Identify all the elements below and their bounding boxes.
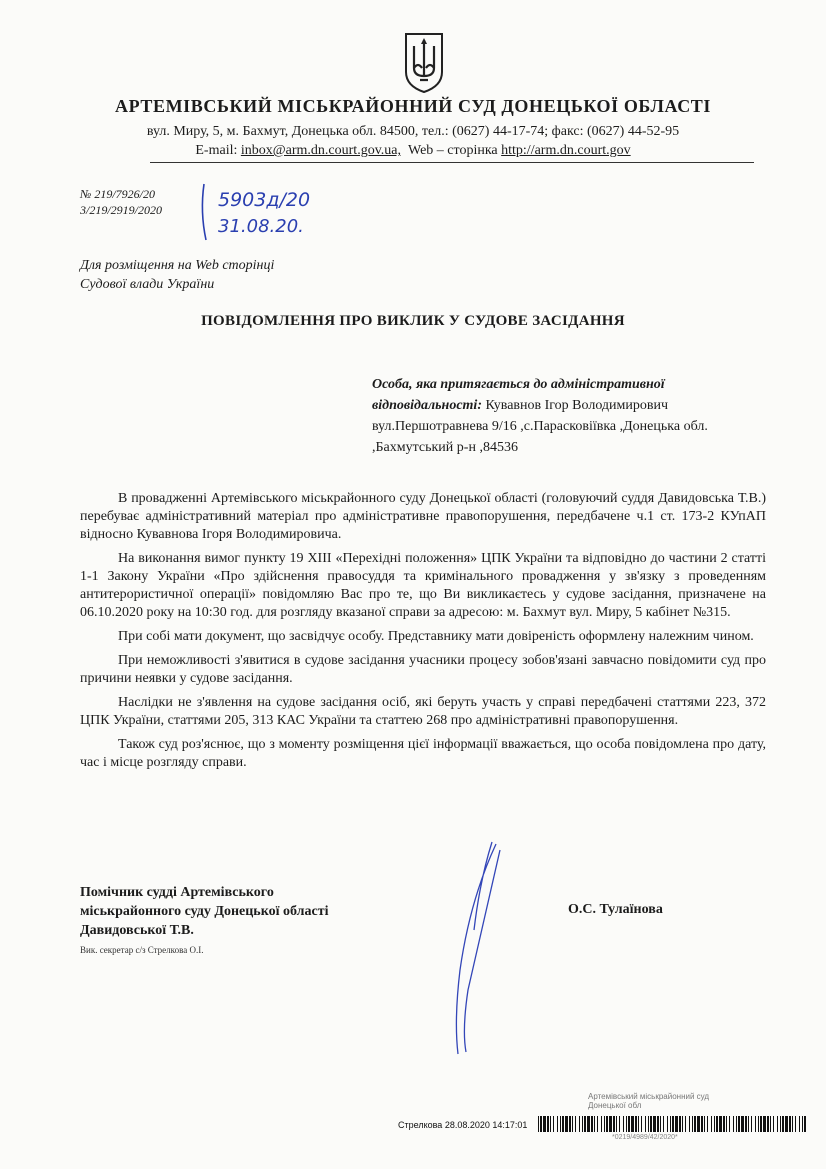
court-contacts bbox=[0, 143, 826, 159]
barcode-bar bbox=[729, 1116, 730, 1132]
stamp-line: Донецької обл bbox=[588, 1101, 642, 1110]
barcode-bar bbox=[557, 1116, 558, 1132]
placement-line: Для розміщення на Web сторінці bbox=[80, 258, 275, 273]
barcode-bar bbox=[667, 1116, 668, 1132]
barcode-bar bbox=[547, 1116, 549, 1132]
barcode-bar bbox=[543, 1116, 546, 1132]
barcode-bar bbox=[553, 1116, 554, 1132]
registration-stamp: Стрелкова 28.08.2020 14:17:01 bbox=[398, 1120, 528, 1130]
handwritten-number: 5903д/20 bbox=[218, 189, 311, 211]
paragraph: При неможливості з'явитися в судове засідання учасники процесу зобов'язані завчасно повідомити суд про причини неявки у судове засідання. bbox=[80, 653, 766, 686]
barcode-bar bbox=[795, 1116, 796, 1132]
paragraph: Наслідки не з'явлення на судове засідання осіб, які беруть участь у справі передбачені статтями 223, 372 ЦПК України, статтями 205, 313 КАС України та статтею 268 про адміністративні правопорушення. bbox=[80, 695, 766, 728]
person-name: Кувавнов Ігор Володимирович bbox=[485, 398, 669, 413]
barcode-bar bbox=[635, 1116, 637, 1132]
barcode-bar bbox=[591, 1116, 593, 1132]
barcode-bar bbox=[623, 1116, 624, 1132]
barcode-bar bbox=[606, 1116, 608, 1132]
barcode-bar bbox=[626, 1116, 627, 1132]
barcode-bar bbox=[711, 1116, 712, 1132]
barcode-bar bbox=[565, 1116, 568, 1132]
barcode-bar bbox=[572, 1116, 573, 1132]
barcode-bar bbox=[569, 1116, 571, 1132]
signer-name: О.С. Тулаїнова bbox=[568, 902, 663, 917]
barcode-bar bbox=[785, 1116, 788, 1132]
barcode-bar bbox=[792, 1116, 793, 1132]
barcode-bar bbox=[616, 1116, 617, 1132]
document-title: ПОВІДОМЛЕННЯ ПРО ВИКЛИК У СУДОВЕ ЗАСІДАННЯ bbox=[201, 313, 625, 329]
barcode-bar bbox=[663, 1116, 664, 1132]
barcode-bar bbox=[601, 1116, 602, 1132]
person-label: Особа, яка притягається до адміністративної відповідальності: bbox=[372, 377, 665, 413]
barcode-bar bbox=[657, 1116, 659, 1132]
placement-note bbox=[80, 256, 274, 294]
barcode-bar bbox=[767, 1116, 769, 1132]
barcode-bar bbox=[733, 1116, 734, 1132]
barcode-bar bbox=[582, 1116, 583, 1132]
placement-line: Судової влади України bbox=[80, 277, 215, 292]
barcode-bar bbox=[587, 1116, 590, 1132]
barcode-bar bbox=[653, 1116, 656, 1132]
barcode-bar bbox=[782, 1116, 784, 1132]
email-label: E-mail: bbox=[195, 143, 238, 158]
barcode-bar bbox=[741, 1116, 744, 1132]
barcode-bar bbox=[650, 1116, 652, 1132]
signer-line: Давидовської Т.В. bbox=[80, 923, 194, 938]
barcode-bar bbox=[714, 1116, 715, 1132]
barcode-bar bbox=[660, 1116, 661, 1132]
barcode-bar bbox=[638, 1116, 639, 1132]
barcode-bar bbox=[675, 1116, 678, 1132]
barcode-bar bbox=[562, 1116, 564, 1132]
barcode-bar bbox=[550, 1116, 551, 1132]
barcode-bar bbox=[777, 1116, 778, 1132]
paragraph: На виконання вимог пункту 19 ХІІІ «Перехідні положення» ЦПК України та відповідно до частини 2 статті 1-1 Закону України «Про здійснення правосуддя та кримінального провадження у зв'язку з проведенням антитерористичної операції» повідомляю Вас про те, що Ви викликаєтесь у судове засідання, призначене на 06.10.2020 року на 10:30 год. для розгляду вказаної справи за адресою: м. Бахмут вул. Миру, 5 кабінет №315. bbox=[80, 551, 766, 620]
handwritten-registration bbox=[196, 182, 326, 242]
barcode-bar bbox=[770, 1116, 771, 1132]
court-address: вул. Миру, 5, м. Бахмут, Донецька обл. 84500, тел.: (0627) 44-17-74; факс: (0627) 44-52-95 bbox=[146, 124, 680, 139]
paragraph: Також суд роз'яснює, що з моменту розміщення цієї інформації вважається, що особа повідомлена про дату, час і місце розгляду справи. bbox=[80, 737, 766, 770]
barcode-bar bbox=[604, 1116, 605, 1132]
barcode-bar bbox=[804, 1116, 806, 1132]
barcode-bar bbox=[802, 1116, 803, 1132]
barcode-bar bbox=[701, 1116, 703, 1132]
barcode-bar bbox=[538, 1116, 539, 1132]
handwritten-signature bbox=[440, 840, 520, 1060]
barcode-bar bbox=[679, 1116, 681, 1132]
case-numbers bbox=[80, 186, 162, 218]
email-link[interactable]: inbox@arm.dn.court.gov.ua, bbox=[240, 143, 401, 158]
person-block bbox=[372, 374, 772, 458]
barcode-bar bbox=[738, 1116, 740, 1132]
barcode-bar bbox=[748, 1116, 749, 1132]
barcode-bar bbox=[689, 1116, 690, 1132]
barcode-bar bbox=[645, 1116, 646, 1132]
signer-title bbox=[80, 883, 328, 940]
case-number: № 219/7926/20 bbox=[80, 187, 155, 201]
web-label: Web – сторінка bbox=[408, 143, 498, 158]
barcode-bar bbox=[682, 1116, 683, 1132]
notice-body bbox=[80, 490, 766, 778]
barcode-bar bbox=[780, 1116, 781, 1132]
barcode-bar bbox=[575, 1116, 576, 1132]
barcode-bar bbox=[773, 1116, 774, 1132]
stamp-line: Артемівський міськрайонний суд bbox=[588, 1092, 710, 1101]
barcode-bar bbox=[613, 1116, 615, 1132]
barcode-bar bbox=[755, 1116, 756, 1132]
barcode-bar bbox=[751, 1116, 752, 1132]
court-stamp bbox=[588, 1092, 709, 1110]
barcode-number: *0219/4989/42/2020* bbox=[612, 1134, 678, 1141]
barcode-bar bbox=[719, 1116, 722, 1132]
barcode-bar bbox=[694, 1116, 696, 1132]
paragraph: В провадженні Артемівського міськрайонного суду Донецької області (головуючий суддя Давидовська Т.В.) перебуває адміністративний матеріал про адміністративне правопорушення, передбачене ч.1 ст. 173-2 КУпАП відносно Кувавнова Ігоря Володимировича. bbox=[80, 491, 766, 542]
barcode-bar bbox=[758, 1116, 759, 1132]
court-name: АРТЕМІВСЬКИЙ МІСЬКРАЙОННИЙ СУД ДОНЕЦЬКОЇ ОБЛАСТІ bbox=[114, 96, 712, 116]
barcode-bar bbox=[707, 1116, 708, 1132]
barcode-bar bbox=[672, 1116, 674, 1132]
barcode-bar bbox=[704, 1116, 705, 1132]
barcode-bar bbox=[579, 1116, 580, 1132]
barcode-bar bbox=[692, 1116, 693, 1132]
barcode-bar bbox=[697, 1116, 700, 1132]
barcode-bar bbox=[631, 1116, 634, 1132]
barcode-bar bbox=[619, 1116, 620, 1132]
barcode-bar bbox=[763, 1116, 766, 1132]
barcode-bar bbox=[726, 1116, 727, 1132]
signer-line: міськрайонного суду Донецької області bbox=[80, 904, 329, 919]
barcode-bar bbox=[745, 1116, 747, 1132]
barcode-bar bbox=[670, 1116, 671, 1132]
barcode-bar bbox=[716, 1116, 718, 1132]
barcode-bar bbox=[609, 1116, 612, 1132]
barcode-bar bbox=[648, 1116, 649, 1132]
case-number: 3/219/2919/2020 bbox=[80, 203, 163, 217]
barcode-bar bbox=[789, 1116, 791, 1132]
paragraph: При собі мати документ, що засвідчує особу. Представнику мати довіреність оформлену належним чином. bbox=[118, 629, 754, 644]
barcode bbox=[538, 1116, 808, 1132]
barcode-bar bbox=[760, 1116, 762, 1132]
barcode-bar bbox=[685, 1116, 686, 1132]
handwritten-date: 31.08.20. bbox=[218, 216, 304, 237]
barcode-bar bbox=[736, 1116, 737, 1132]
web-link[interactable]: http://arm.dn.court.gov bbox=[501, 143, 631, 158]
executor-note: Вик. секретар с/з Стрелкова О.І. bbox=[80, 945, 204, 955]
barcode-bar bbox=[799, 1116, 800, 1132]
barcode-bar bbox=[597, 1116, 598, 1132]
barcode-bar bbox=[641, 1116, 642, 1132]
coat-of-arms-icon bbox=[402, 30, 446, 94]
barcode-bar bbox=[594, 1116, 595, 1132]
barcode-bar bbox=[723, 1116, 725, 1132]
barcode-bar bbox=[628, 1116, 630, 1132]
barcode-bar bbox=[560, 1116, 561, 1132]
header-divider bbox=[150, 162, 754, 163]
person-address: вул.Першотравнева 9/16 ,с.Парасковіївка ,Донецька обл. ,Бахмутський р-н ,84536 bbox=[372, 419, 708, 455]
barcode-bar bbox=[584, 1116, 586, 1132]
barcode-bar bbox=[540, 1116, 542, 1132]
signer-line: Помічник судді Артемівського bbox=[80, 885, 274, 900]
